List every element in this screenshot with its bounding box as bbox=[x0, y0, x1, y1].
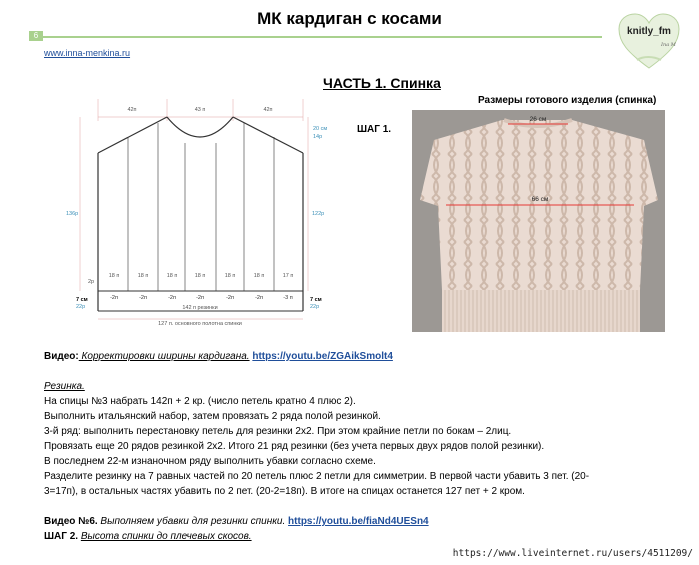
rib-left-cm: 7 см bbox=[76, 297, 88, 303]
part-title: ЧАСТЬ 1. Спинка bbox=[323, 75, 441, 91]
rib-line-6: Разделите резинку на 7 равных частей по 20 петель плюс 2 петли для симметрии. В первой части убавить 3 пет. (20- bbox=[44, 471, 590, 482]
page-title: МК кардиган с косами bbox=[257, 9, 442, 28]
decrease-6: -2п bbox=[255, 295, 263, 301]
rib-line-4: Провязать еще 20 рядов резинкой 2х2. Итого 21 ряд резинки (без учета первых двух рядов полой резинки). bbox=[44, 441, 545, 452]
video6-line bbox=[44, 514, 429, 529]
top-width-left: 42п bbox=[127, 107, 137, 113]
video6-link[interactable]: https://youtu.be/fiaNd4UESn4 bbox=[288, 516, 429, 527]
section-count-3: 18 п bbox=[166, 273, 178, 279]
left-small-rows: 2р bbox=[88, 279, 95, 285]
top-width-right: 42п bbox=[263, 107, 273, 113]
section-count-7: 17 п bbox=[282, 273, 294, 279]
section-count-6: 18 п bbox=[253, 273, 265, 279]
rib-stitches: 142 п резинки bbox=[182, 305, 218, 311]
decrease-3: -2п bbox=[168, 295, 176, 301]
video6-label: Видео №6. bbox=[44, 516, 98, 527]
left-height: 136р bbox=[66, 211, 79, 217]
section-count-1: 18 п bbox=[108, 273, 120, 279]
rib-heading: Резинка. bbox=[44, 381, 85, 392]
section-count-2: 18 п bbox=[137, 273, 149, 279]
decrease-1: -2п bbox=[110, 295, 118, 301]
main-stitches: 127 п. основного полотна спинки bbox=[158, 321, 242, 327]
video1-text: Корректировки ширины кардигана. bbox=[78, 351, 250, 362]
page-number: 6 bbox=[29, 31, 43, 41]
right-top-cm: 20 см bbox=[313, 126, 328, 132]
section-count-5: 18 п bbox=[224, 273, 236, 279]
rib-line-2: Выполнить итальянский набор, затем провязать 2 ряда полой резинкой. bbox=[44, 411, 381, 422]
website-link[interactable]: www.inna-menkina.ru bbox=[44, 48, 131, 58]
back-schematic bbox=[40, 95, 340, 350]
right-height: 122р bbox=[312, 211, 325, 217]
photo-measure-top: 26 см bbox=[529, 116, 547, 123]
decrease-5: -2п bbox=[226, 295, 234, 301]
rib-right-rows: 22р bbox=[310, 304, 320, 310]
step2-line bbox=[44, 529, 252, 544]
rib-left-rows: 22р bbox=[76, 304, 86, 310]
video1-line bbox=[44, 349, 393, 364]
step2-label: ШАГ 2. bbox=[44, 531, 79, 542]
sweater-photo bbox=[412, 110, 665, 332]
video6-text: Выполняем убавки для резинки спинки. bbox=[97, 516, 286, 527]
knitly-logo bbox=[617, 12, 681, 70]
logo-subtext: Ina M bbox=[661, 42, 676, 48]
video1-link[interactable]: https://youtu.be/ZGAikSmolt4 bbox=[252, 351, 393, 362]
rib-line-7: 3=17п), в остальных частях убавить по 2 пет. (20-2=18п). В итоге на спицах останется 127 пет + 2 кром. bbox=[44, 486, 525, 497]
rib-line-1: На спицы №3 набрать 142п + 2 кр. (число петель кратно 4 плюс 2). bbox=[44, 396, 356, 407]
rib-line-3: 3-й ряд: выполнить перестановку петель для резинки 2х2. При этом крайние петли по бокам – 2лиц. bbox=[44, 426, 512, 437]
photo-measure-middle: 66 см bbox=[531, 196, 549, 203]
decrease-4: -2п bbox=[196, 295, 204, 301]
decrease-2: -2п bbox=[139, 295, 147, 301]
decrease-7: -3 п bbox=[283, 295, 293, 301]
right-top-rows: 14р bbox=[313, 134, 323, 140]
photo-caption: Размеры готового изделия (спинка) bbox=[478, 95, 657, 106]
top-width-center: 43 п bbox=[194, 107, 206, 113]
footer-url: https://www.liveinternet.ru/users/4511209/ bbox=[452, 548, 693, 559]
video1-label: Видео: bbox=[44, 351, 79, 362]
step2-text: Высота спинки до плечевых скосов. bbox=[80, 531, 252, 542]
rib-right-cm: 7 см bbox=[310, 297, 322, 303]
section-count-4: 18 п bbox=[194, 273, 206, 279]
rib-line-5: В последнем 22-м изнаночном ряду выполнить убавки согласно схеме. bbox=[44, 456, 376, 467]
logo-text: knitly_fm bbox=[627, 26, 671, 37]
header-divider bbox=[40, 36, 602, 38]
step1-label: ШАГ 1. bbox=[357, 124, 392, 135]
